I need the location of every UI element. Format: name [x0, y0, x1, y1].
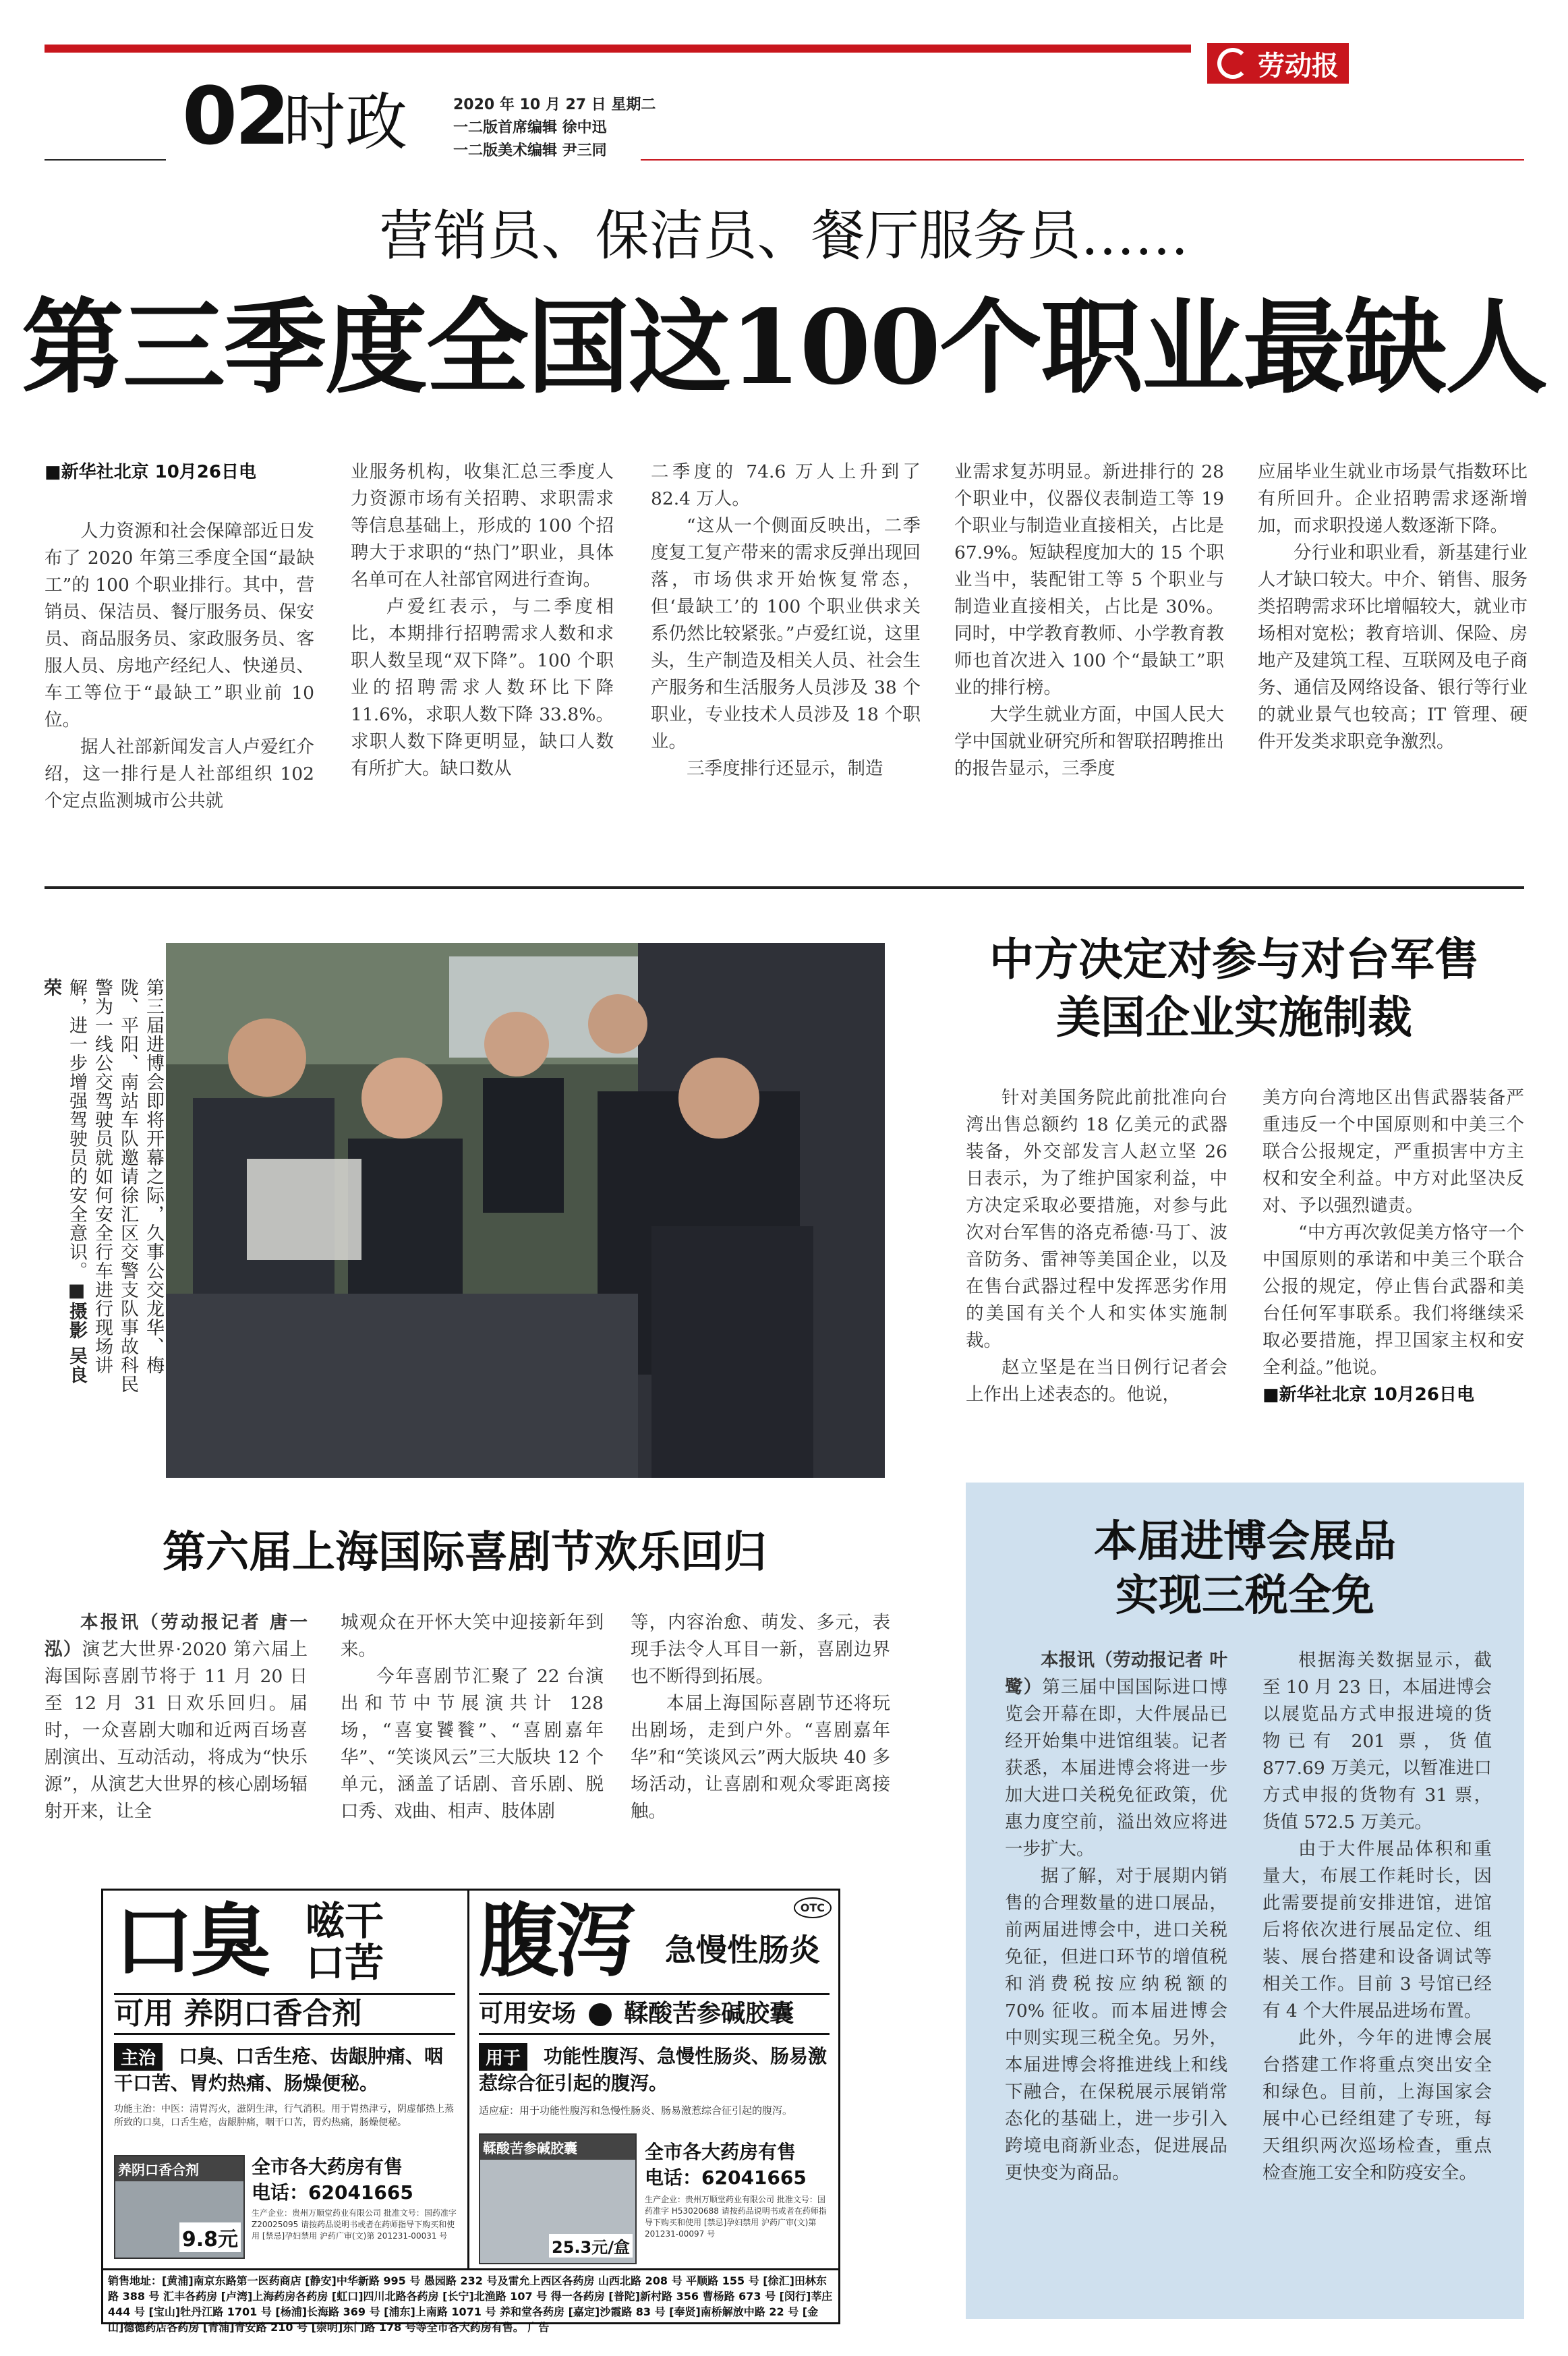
expo-paragraph-text: 第三届中国国际进口博览会开幕在即，大件展品已经开始集中进馆组装。记者获悉，本届进博会将进一步加大进口关税免征政策，优惠力度空前，溢出效应将进一步扩大。 — [1005, 1677, 1228, 1860]
masthead-left-rule — [45, 159, 166, 161]
comedy-paragraph — [45, 1609, 308, 1825]
expo-headline-2: 实现三税全免 — [1115, 1570, 1374, 1621]
lead-paragraph: 卢爱红表示，与二季度相比，本期排行招聘需求人数和求职人数呈现“双下降”。100 个职业的招聘需求人数环比下降 11.6%，求职人数下降 33.8%。求职人数下降更明显，缺口人数有所扩大。缺口数从 — [351, 596, 614, 779]
lead-paragraph: 人力资源和社会保障部近日发布了 2020 年第三季度全国“最缺工”的 100 个职业排行。其中，营销员、保洁员、餐厅服务员、保安员、商品服务员、家政服务员、客服人员、房地产经纪人、快递员、车工等位于“最缺工”职业前 10 位。 — [45, 521, 314, 730]
expo-paragraph: 根据海关数据显示，截至 10 月 23 日，本届进博会以展览品方式申报进境的货物已有 201 票，货值 877.69 万美元，以暂准进口方式申报的货物有 31 票，货值 572.5 万美元。 — [1262, 1650, 1492, 1833]
ad-right — [469, 1891, 838, 2268]
lead-headline: 第三季度全国这100个职业最缺人 — [21, 287, 1547, 407]
ad-right-logo-icon — [589, 2003, 612, 2026]
ad-right-product: 鞣酸苦参碱胶囊 — [624, 2000, 794, 2028]
taiwan-paragraph: “中方再次敦促美方恪守一个中国原则的承诺和中美三个联合公报的规定，停止售台武器和美台任何军事联系。我们将继续采取必要措施，捍卫国家主权和安全利益。”他说。 — [1262, 1222, 1524, 1378]
lead-column-1 — [45, 459, 314, 815]
ad-right-pack-label: 鞣酸苦参碱胶囊 — [480, 2135, 635, 2160]
ad-right-indications-tag: 用于 — [479, 2043, 527, 2071]
lead-paragraph: 业服务机构，收集汇总三季度人力资源市场有关招聘、求职需求等信息基础上，形成的 100 个招聘大于求职的“热门”职业，具体名单可在人社部官网进行查询。 — [351, 461, 614, 590]
ad-left-price: 9.8元 — [179, 2222, 241, 2252]
news-photo-image — [166, 943, 885, 1478]
ad-right-small: 适应症：用于功能性腹泻和急慢性肠炎、肠易激惹综合征引起的腹泻。 — [479, 2104, 793, 2117]
ad-left-indications: 口臭、口舌生疮、齿龈肿痛、咽干口苦、胃灼热痛、肠燥便秘。 — [114, 2045, 444, 2094]
taiwan-paragraph: 美方向台湾地区出售武器装备严重违反一个中国原则和中美三个联合公报规定，严重损害中方主权和安全利益。中方对此坚决反对、予以强烈谴责。 — [1262, 1087, 1524, 1216]
taiwan-column-2 — [1262, 1085, 1524, 1408]
lead-paragraph: 据人社部新闻发言人卢爱红介绍，这一排行是人社部组织 102 个定点监测城市公共就 — [45, 737, 314, 811]
masthead-editor-1: 一二版首席编辑 徐中迅 — [453, 119, 607, 136]
ad-right-product-row — [479, 1993, 830, 2035]
ad-left-product: 可用 养阴口香合剂 — [114, 1993, 455, 2035]
lead-dateline: ■新华社北京 10月26日电 — [45, 462, 256, 482]
lead-paragraph: 大学生就业方面，中国人民大学中国就业研究所和智联招聘推出的报告显示，三季度 — [954, 704, 1224, 779]
ad-left-pack — [114, 2155, 245, 2259]
lead-paragraph: “这从一个侧面反映出，二季度复工复产带来的需求反弹出现回落，市场供求开始恢复常态，但‘最缺工’的 100 个职业供求关系仍然比较紧张。”卢爱红说，这里头，生产制造及相关人员、社会生产服务和生活服务人员涉及 38 个职业，专业技术人员涉及 18 个职业。 — [651, 515, 921, 752]
comedy-paragraph-text: 演艺大世界·2020 第六届上海国际喜剧节将于 11 月 20 日至 12 月 31 日欢乐回归。届时，一众喜剧大咖和近两百场喜剧演出、互动活动，将成为“快乐源”，从演艺大世界的核心剧场辐射开来，让全 — [45, 1639, 308, 1822]
masthead-right-rule — [641, 159, 1524, 161]
photo-caption — [40, 978, 166, 1396]
photo-caption-text: 第三届进博会即将开幕之际，久事公交龙华、梅陇、平阳、南站车队邀请徐汇区交警支队事故科民警为一线公交驾驶员就如何安全行车进行现场讲解，进一步增强驾驶员的安全意识。 — [66, 978, 164, 1394]
expo-paragraph: 据了解，对于展期内销售的合理数量的进口展品，前两届进博会中，进口关税免征，但进口环节的增值税和消费税按应纳税额的 70% 征收。而本届进博会中则实现三税全免。另外，本届进博会将推进线上和线下融合，在保税展示展销常态化的基础上，进一步引入跨境电商新业态，促进展品更快变为商品。 — [1005, 1866, 1227, 2183]
comedy-column-3 — [631, 1609, 890, 1825]
lead-column-2 — [351, 459, 614, 782]
news-photo — [166, 943, 885, 1478]
ad-left-indications-tag: 主治 — [114, 2043, 163, 2071]
ad-left-fine: 生产企业：贵州万顺堂药业有限公司 批准文号：国药准字 Z20025095 请按药品说明书或者在药师指导下购买和使用 [禁忌]孕妇禁用 沪药广审(文)第 201231-00031 号 — [252, 2208, 457, 2241]
page-number: 02 — [182, 69, 288, 163]
lead-paragraph: 应届毕业生就业市场景气指数环比有所回升。企业招聘需求逐渐增加，而求职投递人数逐渐下降。 — [1258, 461, 1528, 536]
ad-left-tel: 电话：62041665 — [252, 2181, 413, 2204]
ad-left — [103, 1891, 469, 2268]
logo-text: 劳动报 — [1258, 49, 1339, 82]
lead-column-5 — [1258, 459, 1528, 755]
ad-otc-badge: OTC — [794, 1897, 832, 1918]
taiwan-headline-1: 中方决定对参与对台军售 — [989, 933, 1479, 985]
expo-byline: 本报讯（劳动报记者 叶鹭） — [1005, 1650, 1227, 1698]
comedy-paragraph: 城观众在开怀大笑中迎接新年到来。 — [341, 1612, 604, 1660]
expo-headline-1: 本届进博会展品 — [1094, 1516, 1396, 1567]
ad-left-stores: 全市各大药房有售 — [252, 2156, 403, 2178]
logo-icon — [1217, 48, 1248, 79]
comedy-column-1 — [45, 1609, 308, 1825]
comedy-column-2 — [341, 1609, 604, 1825]
ad-left-title: 口臭 — [114, 1895, 268, 1988]
ad-right-title: 腹泻 — [479, 1895, 633, 1988]
lead-paragraph: 分行业和职业看，新基建行业人才缺口较大。中介、销售、服务类招聘需求环比增幅较大，就业市场相对宽松；教育培训、保险、房地产及建筑工程、互联网及电子商务、通信及网络设备、银行等行业的就业景气也较高；IT 管理、硬件开发类求职竞争激烈。 — [1258, 542, 1528, 752]
ad-right-tel: 电话：62041665 — [645, 2166, 807, 2189]
lead-paragraph: 业需求复苏明显。新进排行的 28 个职业中，仪器仪表制造工等 19 个职业与制造业直接相关，占比是 67.9%。短缺程度加大的 15 个职业当中，装配钳工等 5 个职业与制造业直接相关，占比是 30%。同时，中学教育教师、小学教育教师也首次进入 100 个“最缺工”职业的排行榜。 — [954, 461, 1224, 698]
ad-right-product-pre: 可用安场 — [479, 2000, 577, 2028]
expo-paragraph: 此外，今年的进博会展台搭建工作将重点突出安全和绿色。目前，上海国家会展中心已经组建了专班，每天组织两次巡场检查，重点检查施工安全和防疫安全。 — [1262, 2028, 1492, 2183]
photo-credit: ■摄影 吴良荣 — [40, 978, 87, 1385]
comedy-paragraph: 等，内容治愈、萌发、多元，表现手法令人耳目一新，喜剧边界也不断得到拓展。 — [631, 1612, 890, 1687]
ad-right-indications: 功能性腹泻、急慢性肠炎、肠易激惹综合征引起的腹泻。 — [479, 2045, 827, 2094]
expo-paragraph: 由于大件展品体积和重量大，布展工作耗时长，因此需要提前安排进馆，进馆后将依次进行展品定位、组装、展台搭建和设备调试等相关工作。目前 3 号馆已经有 4 个大件展品进场布置。 — [1262, 1839, 1492, 2021]
lead-paragraph: 三季度排行还显示，制造 — [687, 758, 883, 779]
ad-right-fine: 生产企业：贵州万顺堂药业有限公司 批准文号：国药准字 H53020688 请按药品说明书或者在药师指导下购买和使用 [禁忌]孕妇禁用 沪药广审(文)第 201231-00097 号 — [645, 2195, 827, 2239]
ad-right-price: 25.3元/盒 — [549, 2234, 633, 2258]
top-red-rule — [45, 45, 1191, 53]
taiwan-headline-2: 美国企业实施制裁 — [1056, 991, 1412, 1043]
ad-right-stores: 全市各大药房有售 — [645, 2141, 796, 2163]
advertisement — [101, 1889, 840, 2334]
expo-column-2 — [1262, 1647, 1492, 2187]
ad-left-small: 功能主治：中医：清胃泻火，滋阴生津，行气消积。用于胃热津亏，阴虚郁热上蒸所致的口臭，口舌生疮，齿龈肿痛，咽干口苦，胃灼热痛，肠燥便秘。 — [114, 2104, 454, 2128]
ad-left-sub-1: 嗞干 — [306, 1898, 384, 1944]
lead-column-4 — [954, 459, 1224, 782]
comedy-paragraph: 今年喜剧节汇聚了 22 台演出和节中节展演共计 128 场，“喜宴饕餮”、“喜剧嘉年华”、“笑谈风云”三大版块 12 个单元，涵盖了话剧、音乐剧、脱口秀、戏曲、相声、肢体剧 — [341, 1666, 604, 1822]
lead-paragraph: 二季度的 74.6 万人上升到了 82.4 万人。 — [651, 461, 921, 509]
section-title: 时政 — [283, 86, 408, 159]
lead-kicker: 营销员、保洁员、餐厅服务员…… — [379, 204, 1189, 267]
taiwan-paragraph: 针对美国务院此前批准向台湾出售总额约 18 亿美元的武器装备，外交部发言人赵立坚 26 日表示，为了维护国家利益，中方决定采取必要措施，对参与此次对台军售的洛克希德·马丁、波音防务、雷神等美国企业，以及在售台武器过程中发挥恶劣作用的美国有关个人和实体实施制裁。 — [966, 1087, 1227, 1351]
masthead-editor-2: 一二版美术编辑 尹三同 — [453, 142, 607, 159]
ad-left-pack-label: 养阴口香合剂 — [115, 2156, 243, 2181]
lead-column-3 — [651, 459, 921, 782]
taiwan-column-1 — [966, 1085, 1227, 1408]
expo-paragraph — [1005, 1647, 1227, 1863]
ad-footer: 销售地址：[黄浦]南京东路第一医药商店 [静安]中华新路 995 号 愚园路 232 号及雷允上西区各药房 山西北路 208 号 平顺路 155 号 [徐汇]田林东路 388 号 汇丰各药房 [卢湾]上海药房各药房 [虹口]四川北路各药房 [长宁]北渔路 107 号 得一各药房 [普陀]新村路 356 曹杨路 673 号 [闵行]莘庄 444 号 [宝山]牡丹江路 1701 号 [杨浦]长海路 369 号 [浦东]上南路 1071 号 养和堂各药房 [嘉定]沙霞路 83 号 [奉贤]南桥解放中路 22 号 [金山]德德药店各药房 [青浦]青安路 210 号 [崇明]东门路 178 号等全市各大药房有售。 广告 — [103, 2268, 838, 2338]
section-divider — [45, 886, 1524, 889]
masthead-date: 2020 年 10 月 27 日 星期二 — [453, 96, 656, 113]
ad-left-sub-2: 口苦 — [306, 1940, 384, 1986]
ad-right-pack — [479, 2133, 637, 2264]
expo-column-1 — [1005, 1647, 1227, 2187]
logo-block — [1207, 43, 1349, 84]
comedy-byline: 本报讯（劳动报记者 唐一泓） — [45, 1612, 308, 1660]
taiwan-dateline: ■新华社北京 10月26日电 — [1262, 1385, 1474, 1405]
comedy-headline: 第六届上海国际喜剧节欢乐回归 — [163, 1527, 767, 1578]
ad-right-sub: 急慢性肠炎 — [665, 1932, 820, 1968]
comedy-paragraph: 本届上海国际喜剧节还将玩出剧场，走到户外。“喜剧嘉年华”和“笑谈风云”两大版块 40 多场活动，让喜剧和观众零距离接触。 — [631, 1693, 890, 1822]
taiwan-paragraph: 赵立坚是在当日例行记者会上作出上述表态的。他说， — [966, 1357, 1227, 1405]
